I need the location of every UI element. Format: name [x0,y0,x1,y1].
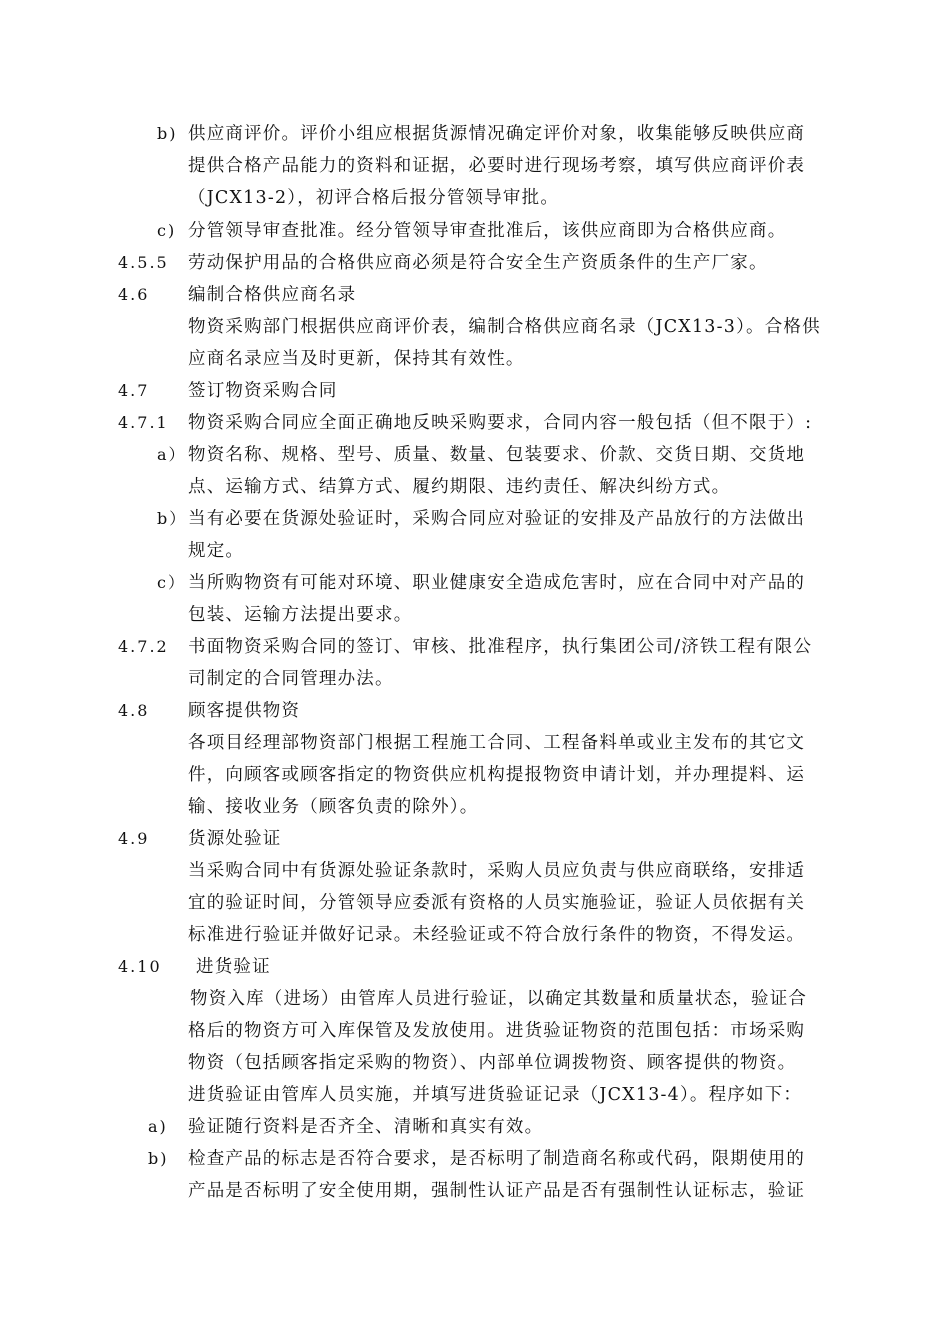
paragraph-line: 格后的物资方可入库保管及发放使用。进货验证物资的范围包括：市场采购 [188,1021,806,1041]
paragraph-line: 输、接收业务（顾客负责的除外）。 [188,797,479,817]
section-number: 4.9 [118,829,150,848]
paragraph-line: 物资入库（进场）由管库人员进行验证，以确定其数量和质量状态，验证合 [190,989,808,1009]
list-marker: b) [148,1149,169,1168]
section-number: 4.7 [118,381,150,400]
section-heading: 签订物资采购合同 [188,381,338,401]
paragraph-line: 件，向顾客或顾客指定的物资供应机构提报物资申请计划，并办理提料、运 [188,765,806,785]
paragraph-line: 各项目经理部物资部门根据工程施工合同、工程备料单或业主发布的其它文 [188,733,806,753]
paragraph-line: 书面物资采购合同的签订、审核、批准程序，执行集团公司/济铁工程有限公 [188,637,813,657]
paragraph-line: 检查产品的标志是否符合要求，是否标明了制造商名称或代码，限期使用的 [188,1149,806,1169]
paragraph-line: 分管领导审查批准。经分管领导审查批准后，该供应商即为合格供应商。 [188,221,787,241]
paragraph-line: 司制定的合同管理办法。 [188,669,394,689]
paragraph-line: 点、运输方式、结算方式、履约期限、违约责任、解决纠纷方式。 [188,477,731,497]
list-marker: a） [157,445,187,464]
section-heading: 进货验证 [196,957,271,977]
paragraph-line: 物资（包括顾客指定采购的物资）、内部单位调拨物资、顾客提供的物资。 [188,1053,797,1073]
section-number: 4.7.1 [118,413,169,432]
paragraph-line: （JCX13-2），初评合格后报分管领导审批。 [188,188,560,208]
paragraph-line: 提供合格产品能力的资料和证据，必要时进行现场考察，填写供应商评价表 [188,156,806,176]
paragraph-line: 劳动保护用品的合格供应商必须是符合安全生产资质条件的生产厂家。 [188,253,768,273]
list-marker: c） [157,573,186,592]
paragraph-line: 当所购物资有可能对环境、职业健康安全造成危害时，应在合同中对产品的 [188,573,806,593]
paragraph-line: 宜的验证时间，分管领导应委派有资格的人员实施验证，验证人员依据有关 [188,893,806,913]
paragraph-line: 包装、运输方法提出要求。 [188,605,413,625]
paragraph-line: 进货验证由管库人员实施，并填写进货验证记录（JCX13-4）。程序如下： [188,1085,803,1105]
list-marker: c) [157,221,177,240]
list-marker: b) [157,124,178,143]
section-number: 4.5.5 [118,253,169,272]
section-heading: 货源处验证 [188,829,282,849]
section-heading: 编制合格供应商名录 [188,285,357,305]
section-number: 4.8 [118,701,150,720]
list-marker: a) [148,1117,168,1136]
section-number: 4.7.2 [118,637,169,656]
paragraph-line: 标准进行验证并做好记录。未经验证或不符合放行条件的物资，不得发运。 [188,925,806,945]
paragraph-line: 供应商评价。评价小组应根据货源情况确定评价对象，收集能够反映供应商 [188,124,806,144]
paragraph-line: 验证随行资料是否齐全、清晰和真实有效。 [188,1117,544,1137]
section-heading: 顾客提供物资 [188,701,301,721]
paragraph-line: 当有必要在货源处验证时，采购合同应对验证的安排及产品放行的方法做出 [188,509,806,529]
list-marker: b） [157,509,188,528]
paragraph-line: 当采购合同中有货源处验证条款时，采购人员应负责与供应商联络，安排适 [188,861,806,881]
paragraph-line: 产品是否标明了安全使用期，强制性认证产品是否有强制性认证标志，验证 [188,1181,806,1201]
paragraph-line: 物资名称、规格、型号、质量、数量、包装要求、价款、交货日期、交货地 [188,445,806,465]
section-number: 4.6 [118,285,150,304]
paragraph-line: 物资采购合同应全面正确地反映采购要求，合同内容一般包括（但不限于）: [188,413,813,433]
section-number: 4.10 [118,957,162,976]
paragraph-line: 规定。 [188,541,245,561]
paragraph-line: 应商名录应当及时更新，保持其有效性。 [188,349,525,369]
paragraph-line: 物资采购部门根据供应商评价表，编制合格供应商名录（JCX13-3）。合格供 [188,317,821,337]
